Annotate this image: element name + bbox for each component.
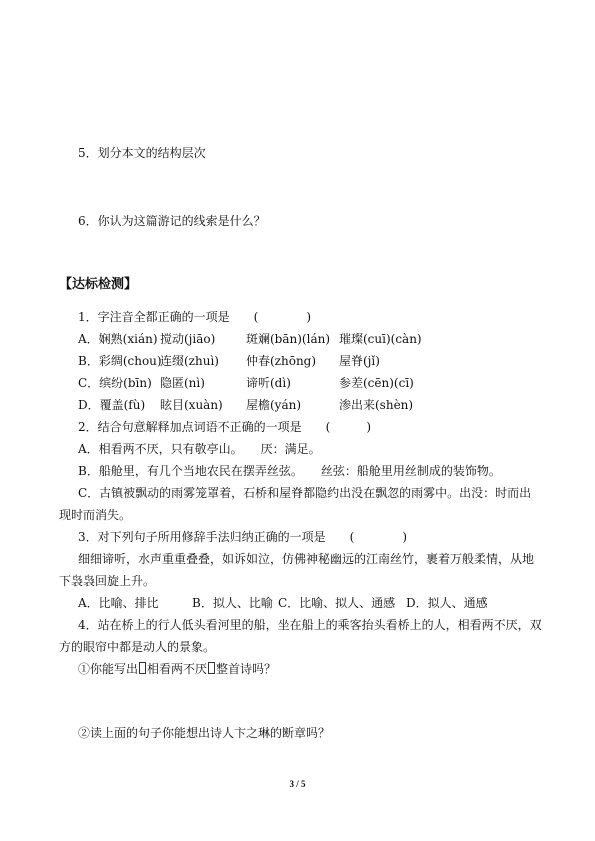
q2-option-b: B．船舱里，有几个当地农民在摆弄丝弦。 丝弦：船舱里用丝制成的装饰物。 xyxy=(78,464,501,478)
q1-option-b: B．彩绸(chou)连缀(zhuì) 仲春(zhōng) 屋脊(jǐ) xyxy=(78,354,380,368)
q4-subquestion-1: ①你能写出 相看两不厌 整首诗吗？ xyxy=(78,662,277,676)
q4-subquestion-2: ②读上面的句子你能想出诗人卞之琳的断章吗？ xyxy=(78,726,331,740)
q2-option-a: A．相看两不厌，只有敬亭山。 厌：满足。 xyxy=(78,442,321,456)
q1-option-d: D．覆盖(fù) 眩目(xuàn) 屋檐(yán) 渗出来(shèn) xyxy=(78,398,414,412)
q1-option-c: C．缤纷(bīn) 隐匿(nì) 谛听(dì) 参差(cēn)(cī) xyxy=(78,376,414,390)
placeholder-box-icon xyxy=(139,662,146,674)
q3-passage-continued: 下袅袅回旋上升。 xyxy=(59,574,156,588)
question-6: 6．你认为这篇游记的线索是什么？ xyxy=(78,214,266,228)
section-title: 【达标检测】 xyxy=(59,277,138,292)
q1-stem: 1．字注音全都正确的一项是 ( ) xyxy=(78,310,311,324)
page-number: 3 / 5 xyxy=(289,779,306,789)
q2-option-c-continued: 现时而消失。 xyxy=(59,508,132,522)
q2-option-c: C．古镇被飘动的雨雾笼罩着，石桥和屋脊都隐约出没在飘忽的雨雾中。出没：时而出 xyxy=(78,486,532,500)
q1-option-a: A．娴熟(xián) 搅动(jiāo) 斑斓(bān)(lán) 璀璨(cuī)(càn) xyxy=(78,332,422,346)
q3-stem: 3．对下列句子所用修辞手法归纳正确的一项是 ( ) xyxy=(78,530,408,544)
placeholder-box-icon xyxy=(208,662,215,674)
q3-options: A．比喻、排比 B．拟人、比喻 C．比喻、拟人、通感 D．拟人、通感 xyxy=(78,596,488,610)
q4-stem-continued: 方的眼帘中都是动人的景象。 xyxy=(59,640,216,654)
question-5: 5．划分本文的结构层次 xyxy=(78,146,206,160)
q4-stem: 4．站在桥上的行人低头看河里的船，坐在船上的乘客抬头看桥上的人，相看两不厌，双 xyxy=(78,618,542,632)
q2-stem: 2．结合句意解释加点词语不正确的一项是 ( ) xyxy=(78,420,372,434)
q3-passage: 细细谛听，水声重重叠叠，如诉如泣，仿佛神秘幽远的江南丝竹，裹着万般柔情，从地 xyxy=(78,552,535,566)
